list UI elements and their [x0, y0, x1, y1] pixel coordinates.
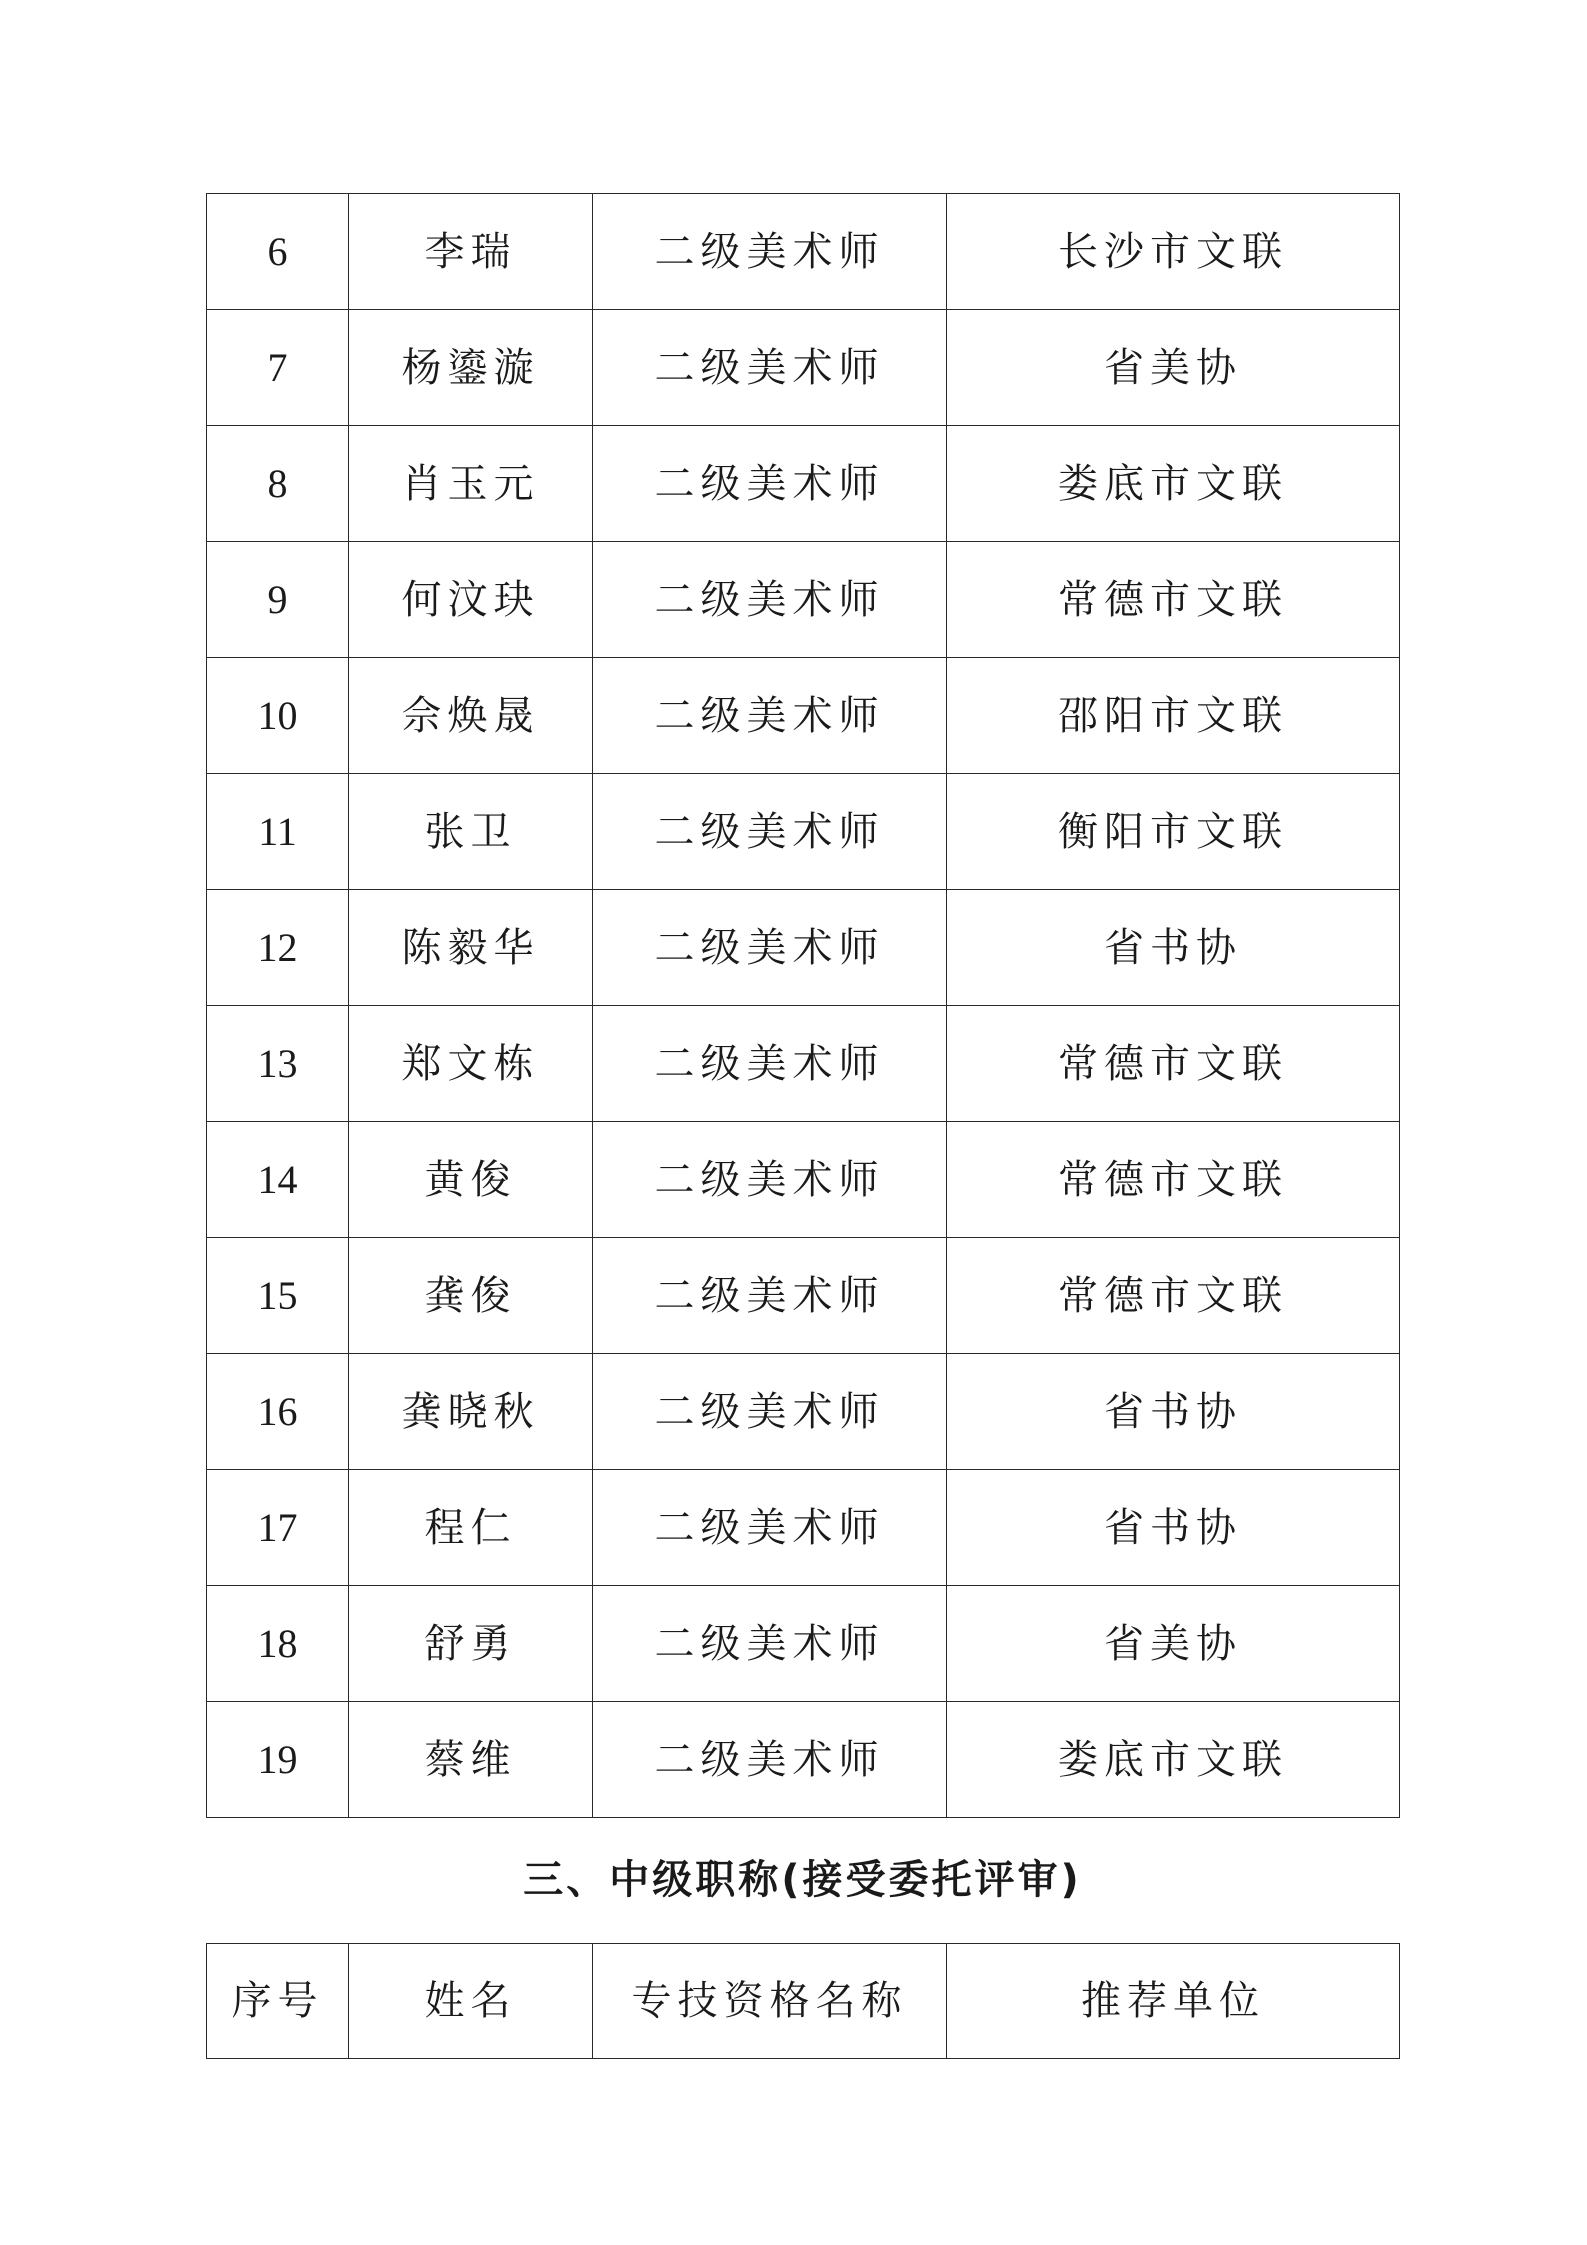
row-name: 舒勇: [349, 1586, 593, 1702]
row-qualification: 二级美术师: [593, 1586, 947, 1702]
row-name: 龚俊: [349, 1238, 593, 1354]
row-qualification: 二级美术师: [593, 774, 947, 890]
row-qualification: 二级美术师: [593, 426, 947, 542]
row-name: 龚晓秋: [349, 1354, 593, 1470]
row-name: 李瑞: [349, 194, 593, 310]
row-number: 7: [207, 310, 349, 426]
row-unit: 娄底市文联: [947, 426, 1400, 542]
row-name: 杨鎏漩: [349, 310, 593, 426]
row-qualification: 二级美术师: [593, 1122, 947, 1238]
table-row: [207, 890, 1400, 1006]
header-unit: 推荐单位: [947, 1944, 1400, 2059]
table-row: [207, 1354, 1400, 1470]
header-qualification: 专技资格名称: [593, 1944, 947, 2059]
row-number: 15: [207, 1238, 349, 1354]
candidate-table-body: [207, 194, 1400, 1818]
row-unit: 常德市文联: [947, 542, 1400, 658]
row-unit: 邵阳市文联: [947, 658, 1400, 774]
candidate-table: [206, 193, 1400, 1818]
row-name: 黄俊: [349, 1122, 593, 1238]
table-header-row: [207, 1944, 1400, 2059]
row-name: 程仁: [349, 1470, 593, 1586]
row-number: 17: [207, 1470, 349, 1586]
row-unit: 常德市文联: [947, 1238, 1400, 1354]
table-row: [207, 1006, 1400, 1122]
table-row: [207, 1702, 1400, 1818]
row-name: 张卫: [349, 774, 593, 890]
row-qualification: 二级美术师: [593, 890, 947, 1006]
row-unit: 常德市文联: [947, 1006, 1400, 1122]
row-number: 14: [207, 1122, 349, 1238]
row-number: 6: [207, 194, 349, 310]
row-unit: 省书协: [947, 1470, 1400, 1586]
table-row: [207, 1238, 1400, 1354]
header-no: 序号: [207, 1944, 349, 2059]
row-unit: 省美协: [947, 1586, 1400, 1702]
row-unit: 衡阳市文联: [947, 774, 1400, 890]
row-qualification: 二级美术师: [593, 1470, 947, 1586]
table-row: [207, 774, 1400, 890]
row-qualification: 二级美术师: [593, 542, 947, 658]
row-number: 19: [207, 1702, 349, 1818]
intermediate-title-table: [206, 1943, 1400, 2059]
row-number: 12: [207, 890, 349, 1006]
row-qualification: 二级美术师: [593, 1006, 947, 1122]
row-qualification: 二级美术师: [593, 1238, 947, 1354]
table-row: [207, 426, 1400, 542]
row-name: 陈毅华: [349, 890, 593, 1006]
table-row: [207, 658, 1400, 774]
table-row: [207, 1470, 1400, 1586]
row-number: 8: [207, 426, 349, 542]
row-number: 13: [207, 1006, 349, 1122]
row-name: 佘焕晟: [349, 658, 593, 774]
row-name: 何汶玦: [349, 542, 593, 658]
row-number: 9: [207, 542, 349, 658]
row-qualification: 二级美术师: [593, 194, 947, 310]
row-qualification: 二级美术师: [593, 310, 947, 426]
row-number: 18: [207, 1586, 349, 1702]
row-unit: 娄底市文联: [947, 1702, 1400, 1818]
row-unit: 省书协: [947, 890, 1400, 1006]
row-unit: 常德市文联: [947, 1122, 1400, 1238]
row-name: 郑文栋: [349, 1006, 593, 1122]
table-row: [207, 194, 1400, 310]
row-number: 11: [207, 774, 349, 890]
row-unit: 省书协: [947, 1354, 1400, 1470]
row-name: 肖玉元: [349, 426, 593, 542]
row-qualification: 二级美术师: [593, 1354, 947, 1470]
row-number: 10: [207, 658, 349, 774]
table-row: [207, 542, 1400, 658]
row-qualification: 二级美术师: [593, 658, 947, 774]
table-row: [207, 310, 1400, 426]
row-qualification: 二级美术师: [593, 1702, 947, 1818]
table-row: [207, 1586, 1400, 1702]
header-name: 姓名: [349, 1944, 593, 2059]
section-title: 三、中级职称(接受委托评审): [523, 1857, 1082, 1903]
row-unit: 省美协: [947, 310, 1400, 426]
row-unit: 长沙市文联: [947, 194, 1400, 310]
table-row: [207, 1122, 1400, 1238]
row-number: 16: [207, 1354, 349, 1470]
row-name: 蔡维: [349, 1702, 593, 1818]
